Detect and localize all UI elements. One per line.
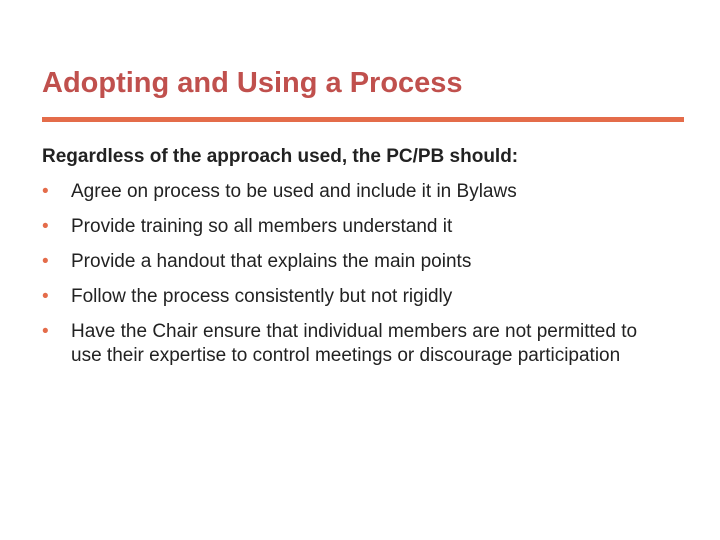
slide-body (42, 145, 642, 379)
bullet-list (42, 180, 642, 368)
lead-text: Regardless of the approach used, the PC/PB should: (42, 146, 519, 167)
title-divider (42, 117, 684, 122)
bullet-item (42, 180, 642, 204)
bullet-icon: • (42, 251, 49, 272)
bullet-text: Provide a handout that explains the main points (71, 251, 472, 272)
bullet-icon: • (42, 286, 49, 307)
bullet-text: Agree on process to be used and include it in Bylaws (71, 181, 517, 202)
slide-title: Adopting and Using a Process (42, 67, 463, 99)
bullet-item (42, 250, 642, 274)
bullet-item (42, 320, 642, 368)
bullet-item (42, 215, 642, 239)
bullet-text: Have the Chair ensure that individual members are not permitted to use their expertise to control meetings or discourage participation (71, 321, 638, 366)
bullet-icon: • (42, 181, 49, 202)
bullet-icon: • (42, 321, 49, 342)
bullet-text: Follow the process consistently but not rigidly (71, 286, 453, 307)
bullet-item (42, 285, 642, 309)
bullet-icon: • (42, 216, 49, 237)
bullet-text: Provide training so all members understand it (71, 216, 453, 237)
